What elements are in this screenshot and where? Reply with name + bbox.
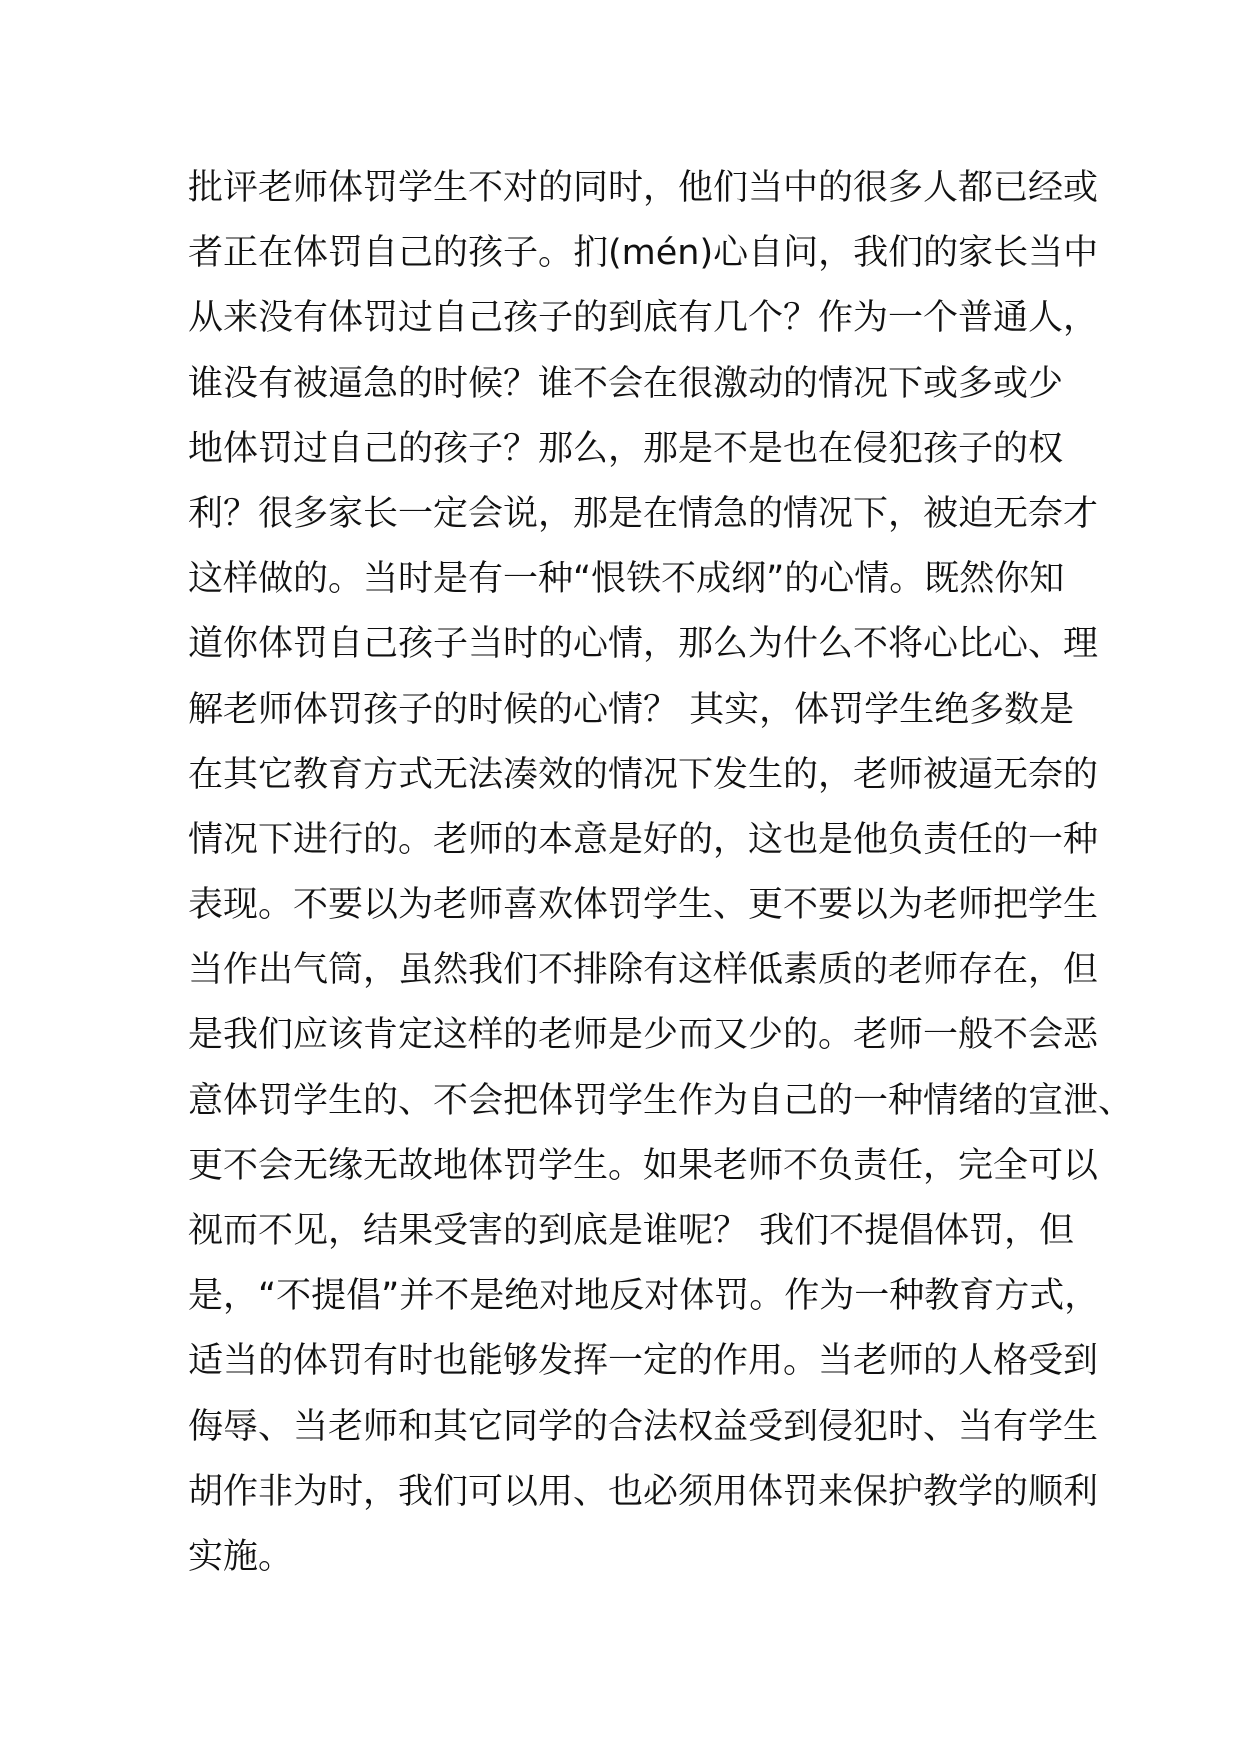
text-line: 道你体罚自己孩子当时的心情，那么为什么不将心比心、理: [188, 624, 1099, 665]
text-line: 侮辱、当老师和其它同学的合法权益受到侵犯时、当有学生: [188, 1406, 1099, 1447]
text-line: 更不会无缘无故地体罚学生。如果老师不负责任，完全可以: [188, 1145, 1099, 1186]
text-line: 利？很多家长一定会说，那是在情急的情况下，被迫无奈才: [188, 493, 1099, 534]
body-text: [188, 156, 1134, 1590]
text-line: 从来没有体罚过自己孩子的到底有几个？作为一个普通人，: [188, 298, 1099, 339]
text-line: 适当的体罚有时也能够发挥一定的作用。当老师的人格受到: [188, 1341, 1099, 1382]
text-line: 解老师体罚孩子的时候的心情？ 其实，体罚学生绝多数是: [188, 689, 1075, 730]
text-line: 视而不见，结果受害的到底是谁呢？ 我们不提倡体罚，但: [188, 1211, 1075, 1251]
text-line: 者正在体罚自己的孩子。扪(mén)心自问，我们的家长当中: [188, 233, 1099, 274]
text-line: 地体罚过自己的孩子？那么，那是不是也在侵犯孩子的权: [188, 428, 1064, 469]
text-line: 在其它教育方式无法凑效的情况下发生的，老师被逼无奈的: [188, 754, 1099, 795]
text-line: 胡作非为时，我们可以用、也必须用体罚来保护教学的顺利: [188, 1471, 1099, 1512]
text-line: 是我们应该肯定这样的老师是少而又少的。老师一般不会恶: [188, 1015, 1099, 1056]
text-line: 是，“不提倡”并不是绝对地反对体罚。作为一种教育方式，: [188, 1276, 1100, 1317]
text-line: 这样做的。当时是有一种“恨铁不成纲”的心情。既然你知: [188, 559, 1065, 600]
text-line: 谁没有被逼急的时候？谁不会在很激动的情况下或多或少: [188, 363, 1064, 404]
text-line: 当作出气筒，虽然我们不排除有这样低素质的老师存在，但: [188, 950, 1099, 991]
text-line: 意体罚学生的、不会把体罚学生作为自己的一种情绪的宣泄、: [188, 1080, 1134, 1121]
text-line: 表现。不要以为老师喜欢体罚学生、更不要以为老师把学生: [188, 885, 1099, 926]
text-line: 情况下进行的。老师的本意是好的，这也是他负责任的一种: [188, 819, 1099, 860]
text-line: 实施。: [188, 1536, 294, 1577]
text-line: 批评老师体罚学生不对的同时，他们当中的很多人都已经或: [188, 168, 1099, 208]
